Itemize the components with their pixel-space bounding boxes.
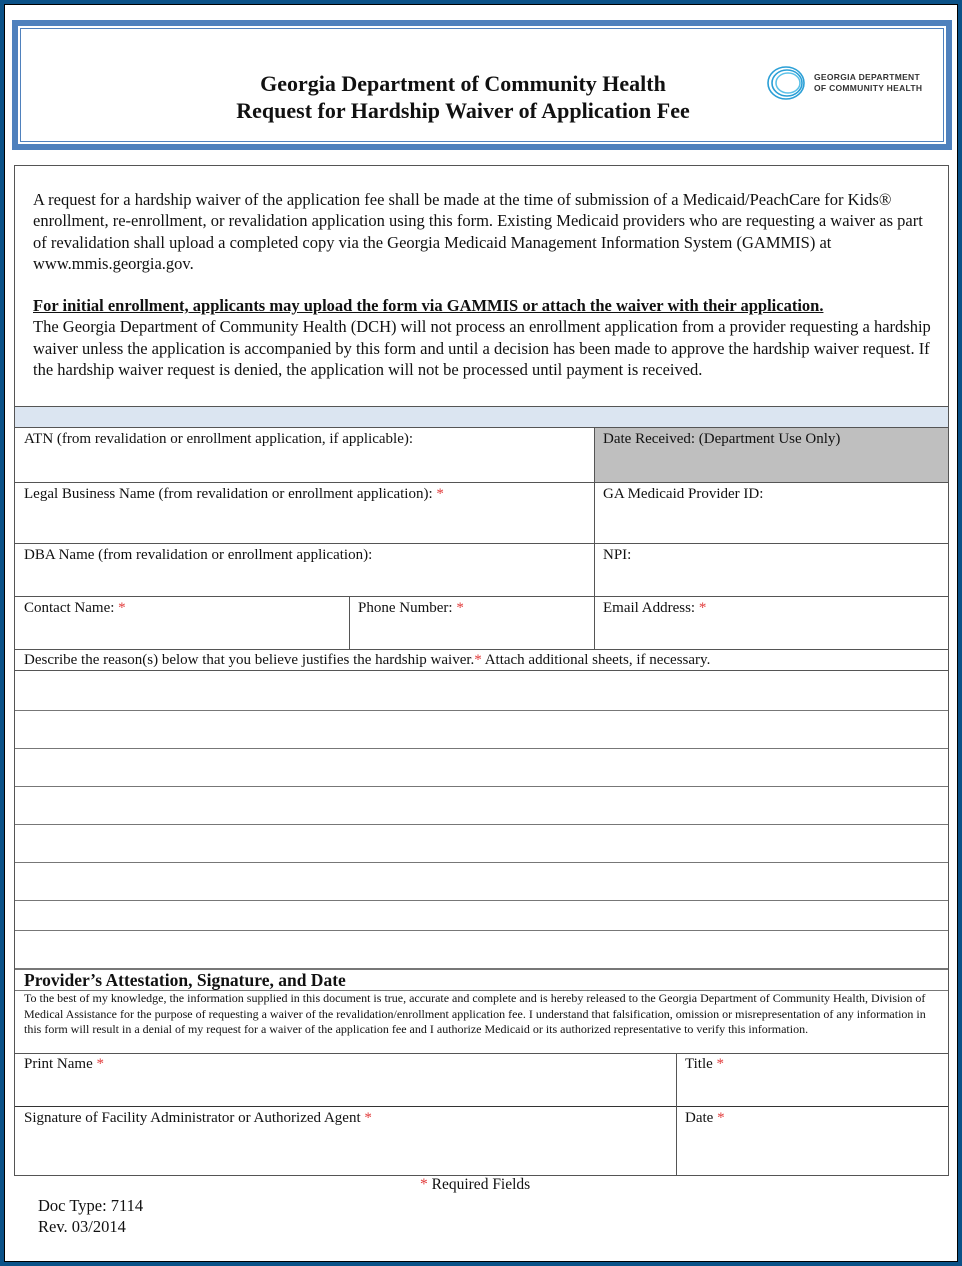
dch-logo: GEORGIA DEPARTMENT OF COMMUNITY HEALTH [766,64,922,102]
atn-field[interactable]: ATN (from revalidation or enrollment application, if applicable): [15,428,594,483]
date-field[interactable]: Date * [685,1110,725,1126]
intro-text: A request for a hardship waiver of the application fee shall be made at the time of submission of a Medicaid/PeachCare for Kids® enrollment, re-enrollment, or revalidation application using this form. Existing Medicaid providers who are requesting a waiver as part of revalidation shall upload a completed copy via the Georgia Medicaid Management Information System (GAMMIS) at www.mmis.georgia.gov. For initial enrollment, applicants may upload the form via GAMMIS or attach the waiver with their application. The Georgia Department of Community Health (DCH) will not process an enrollment application from a provider requesting a hardship waiver unless the application is accompanied by this form and until a decision has been made to approve the hardship waiver request. If the hardship waiver request is denied, the application will not be processed until payment is received. [33,190,931,380]
doc-type: Doc Type: 7114 [38,1196,144,1215]
date-received-field: Date Received: (Department Use Only) [594,428,948,483]
provider-id-field[interactable]: GA Medicaid Provider ID: [594,483,948,544]
section-divider [15,406,948,428]
attestation-heading: Provider’s Attestation, Signature, and Date [24,970,346,990]
print-name-field[interactable]: Print Name * [15,1053,676,1107]
required-fields-note: * Required Fields [420,1176,531,1193]
header-box [12,20,952,150]
logo-swirl-icon [766,64,808,102]
reason-label: Describe the reason(s) below that you believe justifies the hardship waiver.* Attach additional sheets, if necessary. [15,650,948,671]
dba-name-field[interactable]: DBA Name (from revalidation or enrollment application): [15,544,594,597]
revision: Rev. 03/2014 [38,1217,126,1236]
npi-field[interactable]: NPI: [594,544,948,597]
email-address-field[interactable]: Email Address: * [594,597,948,650]
phone-number-field[interactable]: Phone Number: * [349,597,594,650]
page-title: Georgia Department of Community Health Request for Hardship Waiver of Application Fee [236,71,690,123]
title-field[interactable]: Title * [676,1053,948,1107]
signature-field[interactable]: Signature of Facility Administrator or Authorized Agent * [24,1110,372,1126]
legal-business-name-field[interactable]: Legal Business Name (from revalidation or enrollment application): * [15,483,594,544]
attestation-text: To the best of my knowledge, the information supplied in this document is true, accurate and complete and is hereby released to the Georgia Department of Community Health, Division of Medical Assistance for the purpose of requesting a waiver of the revalidation/enrollment application fee. I understand that falsification, omission or misrepresentation of any information in this form will result in a denial of my request for a waiver of the application fee and I authorize Medicaid or its authorized representative to verify this information. [24,991,926,1037]
contact-name-field[interactable]: Contact Name: * [15,597,349,650]
